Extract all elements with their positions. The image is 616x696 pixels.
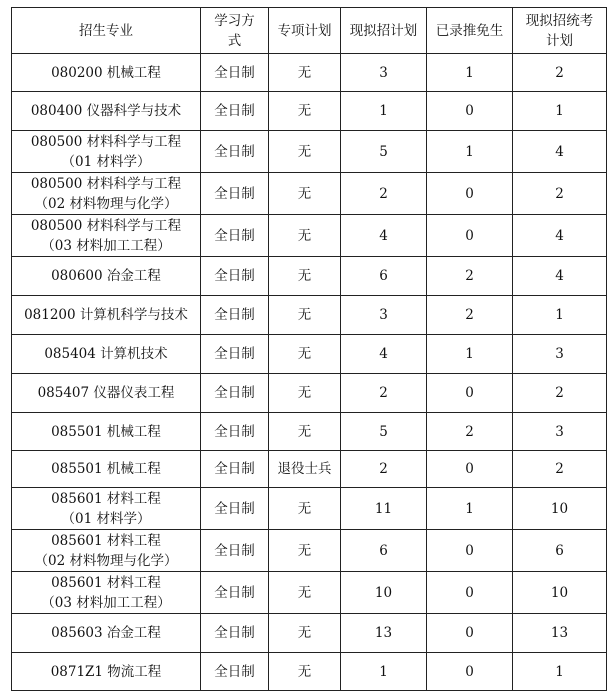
major-name: 085601 材料工程 bbox=[51, 532, 161, 549]
table-row bbox=[12, 572, 607, 614]
header-planned: 现拟招计划 bbox=[341, 8, 427, 54]
cell-admitted: 0 bbox=[427, 173, 513, 215]
table-row bbox=[12, 488, 607, 530]
cell-mode: 全日制 bbox=[201, 296, 269, 335]
cell-exam: 1 bbox=[513, 92, 607, 131]
cell-mode: 全日制 bbox=[201, 257, 269, 296]
cell-exam: 1 bbox=[513, 653, 607, 691]
cell-major bbox=[12, 374, 201, 413]
table-row bbox=[12, 335, 607, 374]
major-name: 080500 材料科学与工程 bbox=[30, 175, 182, 192]
major-name: 085601 材料工程 bbox=[51, 490, 161, 507]
table-row bbox=[12, 451, 607, 488]
major-direction: （03 材料加工工程） bbox=[41, 594, 171, 611]
table-body bbox=[12, 54, 607, 691]
cell-exam: 1 bbox=[513, 296, 607, 335]
cell-mode: 全日制 bbox=[201, 530, 269, 572]
header-row bbox=[12, 8, 607, 54]
cell-planned: 6 bbox=[341, 257, 427, 296]
cell-mode: 全日制 bbox=[201, 653, 269, 691]
cell-planned: 13 bbox=[341, 614, 427, 653]
cell-mode: 全日制 bbox=[201, 413, 269, 451]
major-name: 080500 材料科学与工程 bbox=[30, 133, 182, 150]
cell-mode: 全日制 bbox=[201, 173, 269, 215]
cell-special: 无 bbox=[269, 530, 341, 572]
major-name: 085601 材料工程 bbox=[51, 574, 161, 591]
cell-major bbox=[12, 54, 201, 92]
header-admitted: 已录推免生 bbox=[427, 8, 513, 54]
cell-special: 无 bbox=[269, 614, 341, 653]
table-row bbox=[12, 92, 607, 131]
cell-major bbox=[12, 572, 201, 614]
cell-planned: 5 bbox=[341, 413, 427, 451]
cell-admitted: 0 bbox=[427, 215, 513, 257]
header-major: 招生专业 bbox=[12, 8, 201, 54]
cell-special: 无 bbox=[269, 488, 341, 530]
cell-exam: 6 bbox=[513, 530, 607, 572]
cell-major bbox=[12, 257, 201, 296]
cell-admitted: 0 bbox=[427, 614, 513, 653]
major-name: 085407 仪器仪表工程 bbox=[37, 385, 175, 401]
table-row bbox=[12, 530, 607, 572]
cell-mode: 全日制 bbox=[201, 451, 269, 488]
table-row bbox=[12, 131, 607, 173]
major-name: 0871Z1 物流工程 bbox=[50, 663, 162, 680]
cell-admitted: 0 bbox=[427, 653, 513, 691]
cell-admitted: 0 bbox=[427, 572, 513, 614]
table-row bbox=[12, 413, 607, 451]
table-row bbox=[12, 54, 607, 92]
header-mode-line1: 学习方 bbox=[214, 12, 255, 29]
major-direction: （02 材料物理与化学） bbox=[34, 195, 178, 212]
cell-special: 无 bbox=[269, 374, 341, 413]
cell-special: 无 bbox=[269, 54, 341, 92]
cell-admitted: 1 bbox=[427, 54, 513, 92]
cell-planned: 5 bbox=[341, 131, 427, 173]
cell-admitted: 0 bbox=[427, 530, 513, 572]
cell-mode: 全日制 bbox=[201, 335, 269, 374]
cell-major bbox=[12, 173, 201, 215]
header-exam-line2: 计划 bbox=[546, 32, 573, 49]
cell-major bbox=[12, 488, 201, 530]
cell-planned: 1 bbox=[341, 92, 427, 131]
table-row bbox=[12, 257, 607, 296]
cell-admitted: 0 bbox=[427, 374, 513, 413]
cell-major bbox=[12, 653, 201, 691]
cell-exam: 2 bbox=[513, 54, 607, 92]
cell-planned: 4 bbox=[341, 335, 427, 374]
cell-exam: 2 bbox=[513, 173, 607, 215]
cell-planned: 11 bbox=[341, 488, 427, 530]
cell-exam: 2 bbox=[513, 451, 607, 488]
cell-mode: 全日制 bbox=[201, 131, 269, 173]
major-name: 080500 材料科学与工程 bbox=[30, 217, 182, 234]
cell-planned: 1 bbox=[341, 653, 427, 691]
major-name: 085603 冶金工程 bbox=[51, 625, 161, 641]
cell-special: 无 bbox=[269, 572, 341, 614]
cell-admitted: 0 bbox=[427, 451, 513, 488]
cell-mode: 全日制 bbox=[201, 572, 269, 614]
cell-planned: 2 bbox=[341, 374, 427, 413]
cell-admitted: 1 bbox=[427, 131, 513, 173]
cell-exam: 4 bbox=[513, 131, 607, 173]
cell-mode: 全日制 bbox=[201, 614, 269, 653]
major-name: 085501 机械工程 bbox=[51, 461, 161, 477]
admissions-table bbox=[11, 7, 607, 691]
header-mode-line2: 式 bbox=[227, 32, 242, 49]
cell-special: 退役士兵 bbox=[269, 451, 341, 488]
major-name: 080200 机械工程 bbox=[51, 64, 161, 81]
cell-planned: 10 bbox=[341, 572, 427, 614]
cell-admitted: 1 bbox=[427, 335, 513, 374]
cell-exam: 10 bbox=[513, 572, 607, 614]
cell-special: 无 bbox=[269, 131, 341, 173]
major-direction: （01 材料学） bbox=[61, 153, 151, 170]
cell-major bbox=[12, 413, 201, 451]
table-row bbox=[12, 296, 607, 335]
major-direction: （02 材料物理与化学） bbox=[34, 552, 178, 569]
cell-exam: 4 bbox=[513, 215, 607, 257]
cell-mode: 全日制 bbox=[201, 374, 269, 413]
cell-major bbox=[12, 451, 201, 488]
major-direction: （03 材料加工工程） bbox=[41, 237, 171, 254]
cell-exam: 3 bbox=[513, 335, 607, 374]
cell-special: 无 bbox=[269, 257, 341, 296]
cell-major bbox=[12, 335, 201, 374]
major-name: 080600 冶金工程 bbox=[51, 268, 161, 284]
cell-mode: 全日制 bbox=[201, 215, 269, 257]
cell-planned: 6 bbox=[341, 530, 427, 572]
cell-special: 无 bbox=[269, 296, 341, 335]
cell-major bbox=[12, 92, 201, 131]
major-name: 081200 计算机科学与技术 bbox=[24, 307, 188, 323]
cell-admitted: 2 bbox=[427, 413, 513, 451]
cell-planned: 2 bbox=[341, 173, 427, 215]
cell-exam: 10 bbox=[513, 488, 607, 530]
table-row bbox=[12, 374, 607, 413]
cell-special: 无 bbox=[269, 92, 341, 131]
cell-mode: 全日制 bbox=[201, 488, 269, 530]
cell-special: 无 bbox=[269, 215, 341, 257]
cell-exam: 13 bbox=[513, 614, 607, 653]
header-exam-line1: 现拟招统考 bbox=[525, 12, 594, 29]
cell-exam: 4 bbox=[513, 257, 607, 296]
cell-major bbox=[12, 614, 201, 653]
cell-exam: 3 bbox=[513, 413, 607, 451]
cell-special: 无 bbox=[269, 335, 341, 374]
major-name: 085501 机械工程 bbox=[51, 423, 161, 440]
cell-admitted: 2 bbox=[427, 257, 513, 296]
cell-major bbox=[12, 530, 201, 572]
cell-major bbox=[12, 215, 201, 257]
cell-planned: 2 bbox=[341, 451, 427, 488]
cell-planned: 4 bbox=[341, 215, 427, 257]
cell-admitted: 1 bbox=[427, 488, 513, 530]
cell-special: 无 bbox=[269, 173, 341, 215]
cell-admitted: 2 bbox=[427, 296, 513, 335]
cell-mode: 全日制 bbox=[201, 54, 269, 92]
table-row bbox=[12, 215, 607, 257]
cell-special: 无 bbox=[269, 653, 341, 691]
cell-planned: 3 bbox=[341, 54, 427, 92]
cell-planned: 3 bbox=[341, 296, 427, 335]
cell-mode: 全日制 bbox=[201, 92, 269, 131]
header-mode bbox=[201, 8, 269, 54]
major-direction: （01 材料学） bbox=[61, 510, 151, 527]
cell-admitted: 0 bbox=[427, 92, 513, 131]
cell-exam: 2 bbox=[513, 374, 607, 413]
cell-special: 无 bbox=[269, 413, 341, 451]
header-special: 专项计划 bbox=[269, 8, 341, 54]
table-row bbox=[12, 614, 607, 653]
major-name: 085404 计算机技术 bbox=[44, 346, 168, 362]
table-row bbox=[12, 173, 607, 215]
cell-major bbox=[12, 296, 201, 335]
header-exam bbox=[513, 8, 607, 54]
table-row bbox=[12, 653, 607, 691]
cell-major bbox=[12, 131, 201, 173]
major-name: 080400 仪器科学与技术 bbox=[30, 103, 182, 119]
